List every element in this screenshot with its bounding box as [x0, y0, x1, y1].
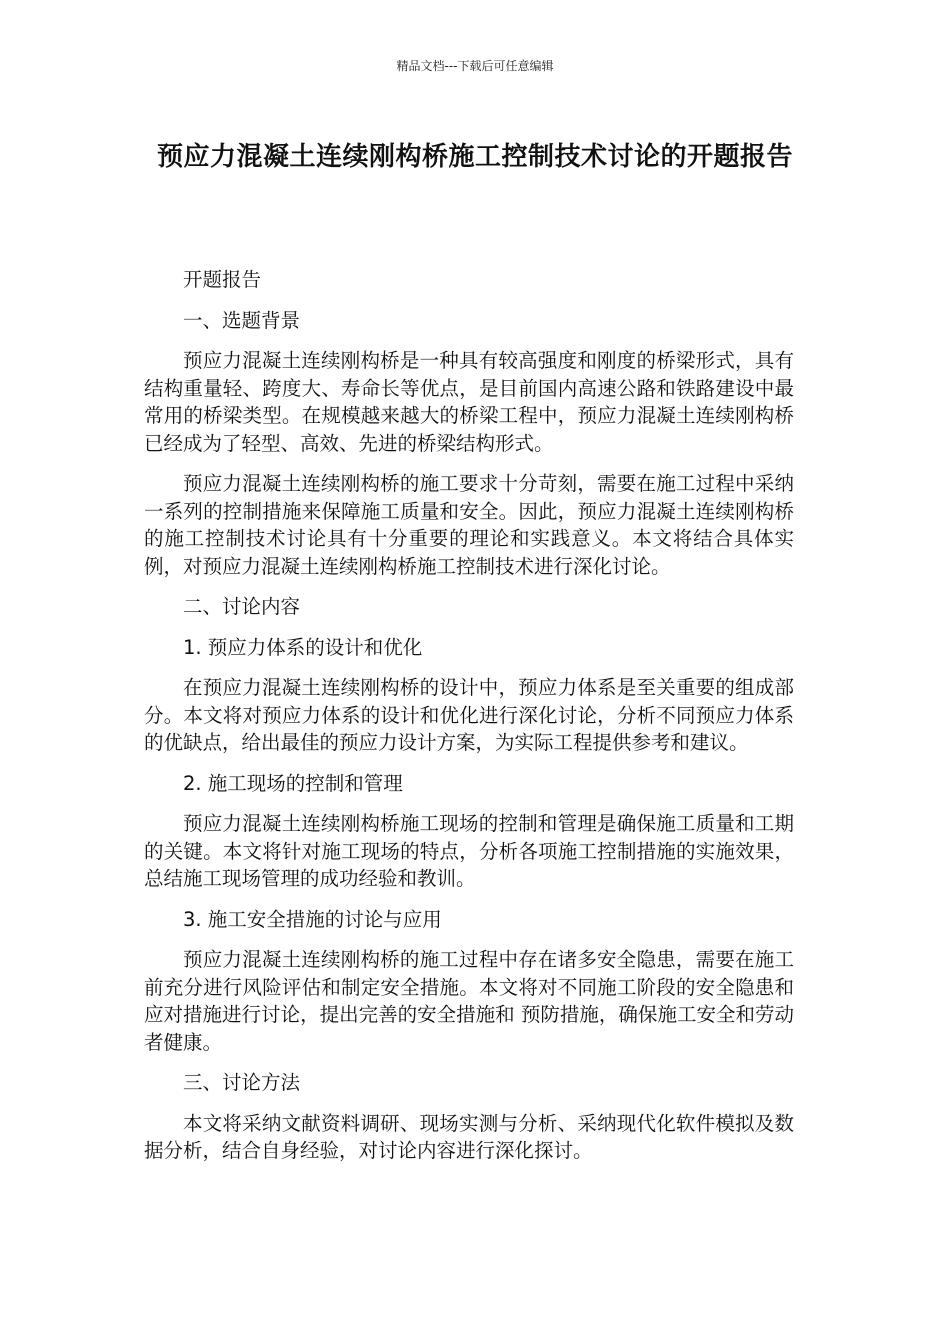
page-header: 精品文档---下载后可任意编辑 — [396, 59, 554, 73]
paragraph-method: 本文将采纳文献资料调研、现场实测与分析、采纳现代化软件模拟及数据分析，结合自身经验，对讨论内容进行深化探讨。 — [144, 1111, 794, 1162]
section-heading-content: 二、讨论内容 — [183, 595, 301, 618]
report-label: 开题报告 — [183, 268, 262, 291]
paragraph-content-3: 预应力混凝土连续刚构桥的施工过程中存在诸多安全隐患，需要在施工前充分进行风险评估和制定安全措施。本文将对不同施工阶段的安全隐患和应对措施进行讨论，提出完善的安全措施和 预防措施，确保施工安全和劳动者健康。 — [144, 948, 794, 1054]
paragraph-content-1: 在预应力混凝土连续刚构桥的设计中，预应力体系是至关重要的组成部分。本文将对预应力体系的设计和优化进行深化讨论，分析不同预应力体系的优缺点，给出最佳的预应力设计方案，为实际工程提供参考和建议。 — [144, 676, 794, 754]
subsection-heading-3: 3. 施工安全措施的讨论与应用 — [183, 907, 442, 931]
subsection-heading-2: 2. 施工现场的控制和管理 — [183, 771, 403, 795]
paragraph-background-1: 预应力混凝土连续刚构桥是一种具有较高强度和刚度的桥梁形式，具有结构重量轻、跨度大、寿命长等优点，是目前国内高速公路和铁路建设中最常用的桥梁类型。在规模越来越大的桥梁工程中，预应力混凝土连续刚构桥已经成为了轻型、高效、先进的桥梁结构形式。 — [144, 349, 794, 455]
section-heading-method: 三、讨论方法 — [183, 1071, 301, 1094]
paragraph-background-2: 预应力混凝土连续刚构桥的施工要求十分苛刻，需要在施工过程中采纳一系列的控制措施来保障施工质量和安全。因此，预应力混凝土连续刚构桥的施工控制技术讨论具有十分重要的理论和实践意义。本文将结合具体实例，对预应力混凝土连续刚构桥施工控制技术进行深化讨论。 — [144, 472, 794, 578]
paragraph-content-2: 预应力混凝土连续刚构桥施工现场的控制和管理是确保施工质量和工期的关键。本文将针对施工现场的特点，分析各项施工控制措施的实施效果，总结施工现场管理的成功经验和教训。 — [144, 812, 794, 890]
section-heading-background: 一、选题背景 — [183, 308, 301, 332]
document-body — [144, 266, 794, 1178]
subsection-heading-1: 1. 预应力体系的设计和优化 — [183, 635, 423, 659]
document-title: 预应力混凝土连续刚构桥施工控制技术讨论的开题报告 — [156, 142, 793, 172]
